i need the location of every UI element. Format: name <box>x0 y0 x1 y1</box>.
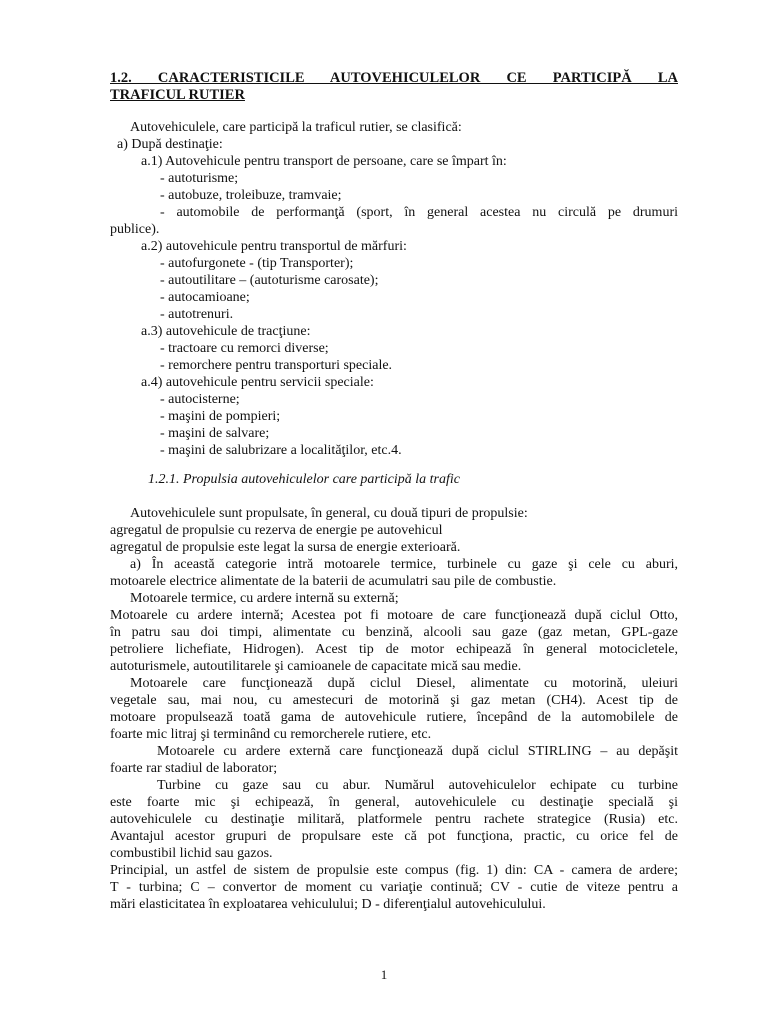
category-a: a) După destinaţie: <box>117 137 223 152</box>
body-line: combustibil lichid sau gazos. <box>110 846 273 861</box>
body-line: în patru sau doi timpi, alimentate cu benzină, alcooli sau gaze (gaz metan, GPL-gaze <box>110 625 678 640</box>
list-item: - autoturisme; <box>160 171 239 186</box>
title-line-1: 1.2. CARACTERISTICILE AUTOVEHICULELOR CE PARTICIPĂ LA <box>110 70 678 86</box>
category-a2-title: a.2) autovehicule pentru transportul de mărfuri: <box>141 239 407 254</box>
body-line: Principial, un astfel de sistem de propulsie este compus (fig. 1) din: CA - camera de ardere; <box>110 863 678 878</box>
body-line: motoare propulsează toată gama de autovehicule rutiere, începând de la automobilele de <box>110 710 678 725</box>
category-a3-title: a.3) autovehicule de tracţiune: <box>141 324 311 339</box>
list-item: - maşini de salubrizare a localităţilor, etc.4. <box>160 443 402 458</box>
list-item: - autotrenuri. <box>160 307 234 322</box>
body-line: Turbine cu gaze sau cu abur. Numărul autovehiculelor echipate cu turbine <box>157 778 678 793</box>
body-line: a) În această categorie intră motoarele termice, turbinele cu gaze şi cele cu aburi, <box>130 557 678 572</box>
list-item-continuation: publice). <box>110 222 160 237</box>
section-subheading: 1.2.1. Propulsia autovehiculelor care participă la trafic <box>148 472 460 487</box>
body-line: autovehiculele cu destinaţie militară, platformele pentru rachete strategice (Rusia) etc. <box>110 812 678 827</box>
list-item: - autobuze, troleibuze, tramvaie; <box>160 188 342 203</box>
body-line: Avantajul acestor grupuri de propulsare este că pot funcţiona, practic, cu orice fel de <box>110 829 678 844</box>
page-number: 1 <box>380 967 388 982</box>
body-line: mări elasticitatea în exploatarea vehiculului; D - diferenţialul autovehiculului. <box>110 897 546 912</box>
body-line: agregatul de propulsie cu rezerva de energie pe autovehicul <box>110 523 443 538</box>
body-line: Motoarele cu ardere internă; Acestea pot fi motoare de care funcţionează după ciclul Otto, <box>110 608 678 623</box>
list-item: - autofurgonete - (tip Transporter); <box>160 256 354 271</box>
body-line: petroliere lichefiate, Hidrogen). Acest tip de motor echipează în general motocicletele, <box>110 642 678 657</box>
list-item: - remorchere pentru transporturi speciale. <box>160 358 393 373</box>
list-item: - autocamioane; <box>160 290 250 305</box>
body-line: autoturismele, autoutilitarele şi camioanele de capacitate mică sau medie. <box>110 659 522 674</box>
body-line: Motoarele care funcţionează după ciclul Diesel, alimentate cu motorină, uleiuri <box>130 676 678 691</box>
body-line: foarte rar stadiul de laborator; <box>110 761 278 776</box>
body-line: Autovehiculele sunt propulsate, în general, cu două tipuri de propulsie: <box>130 506 528 521</box>
list-item: - maşini de pompieri; <box>160 409 281 424</box>
list-item: - automobile de performanţă (sport, în general acestea nu circulă pe drumuri <box>160 205 678 220</box>
list-item: - tractoare cu remorci diverse; <box>160 341 329 356</box>
body-line: foarte mic litraj şi terminând cu remorcherele rutiere, etc. <box>110 727 432 742</box>
body-line: Motoarele cu ardere externă care funcţionează după ciclul STIRLING – au depăşit <box>157 744 678 759</box>
body-line: agregatul de propulsie este legat la sursa de energie exterioară. <box>110 540 461 555</box>
list-item: - autoutilitare – (autoturisme carosate); <box>160 273 379 288</box>
classification-intro: Autovehiculele, care participă la traficul rutier, se clasifică: <box>130 120 462 135</box>
body-line: vegetale sau, mai nou, cu amestecuri de motorină şi gaz metan (CH4). Acest tip de <box>110 693 678 708</box>
category-a1-title: a.1) Autovehicule pentru transport de persoane, care se împart în: <box>141 154 507 169</box>
title-line-2: TRAFICUL RUTIER <box>110 87 245 103</box>
category-a4-title: a.4) autovehicule pentru servicii speciale: <box>141 375 374 390</box>
list-item: - maşini de salvare; <box>160 426 270 441</box>
body-line: Motoarele termice, cu ardere internă su externă; <box>130 591 399 606</box>
list-item: - autocisterne; <box>160 392 240 407</box>
body-line: T - turbina; C – convertor de moment cu variaţie continuă; CV - cutie de viteze pentru a <box>110 880 678 895</box>
body-line: este foarte mic şi echipează, în general, autovehiculele cu destinaţie specială şi <box>110 795 678 810</box>
body-line: motoarele electrice alimentate de la baterii de acumulatri sau pile de combustie. <box>110 574 557 589</box>
